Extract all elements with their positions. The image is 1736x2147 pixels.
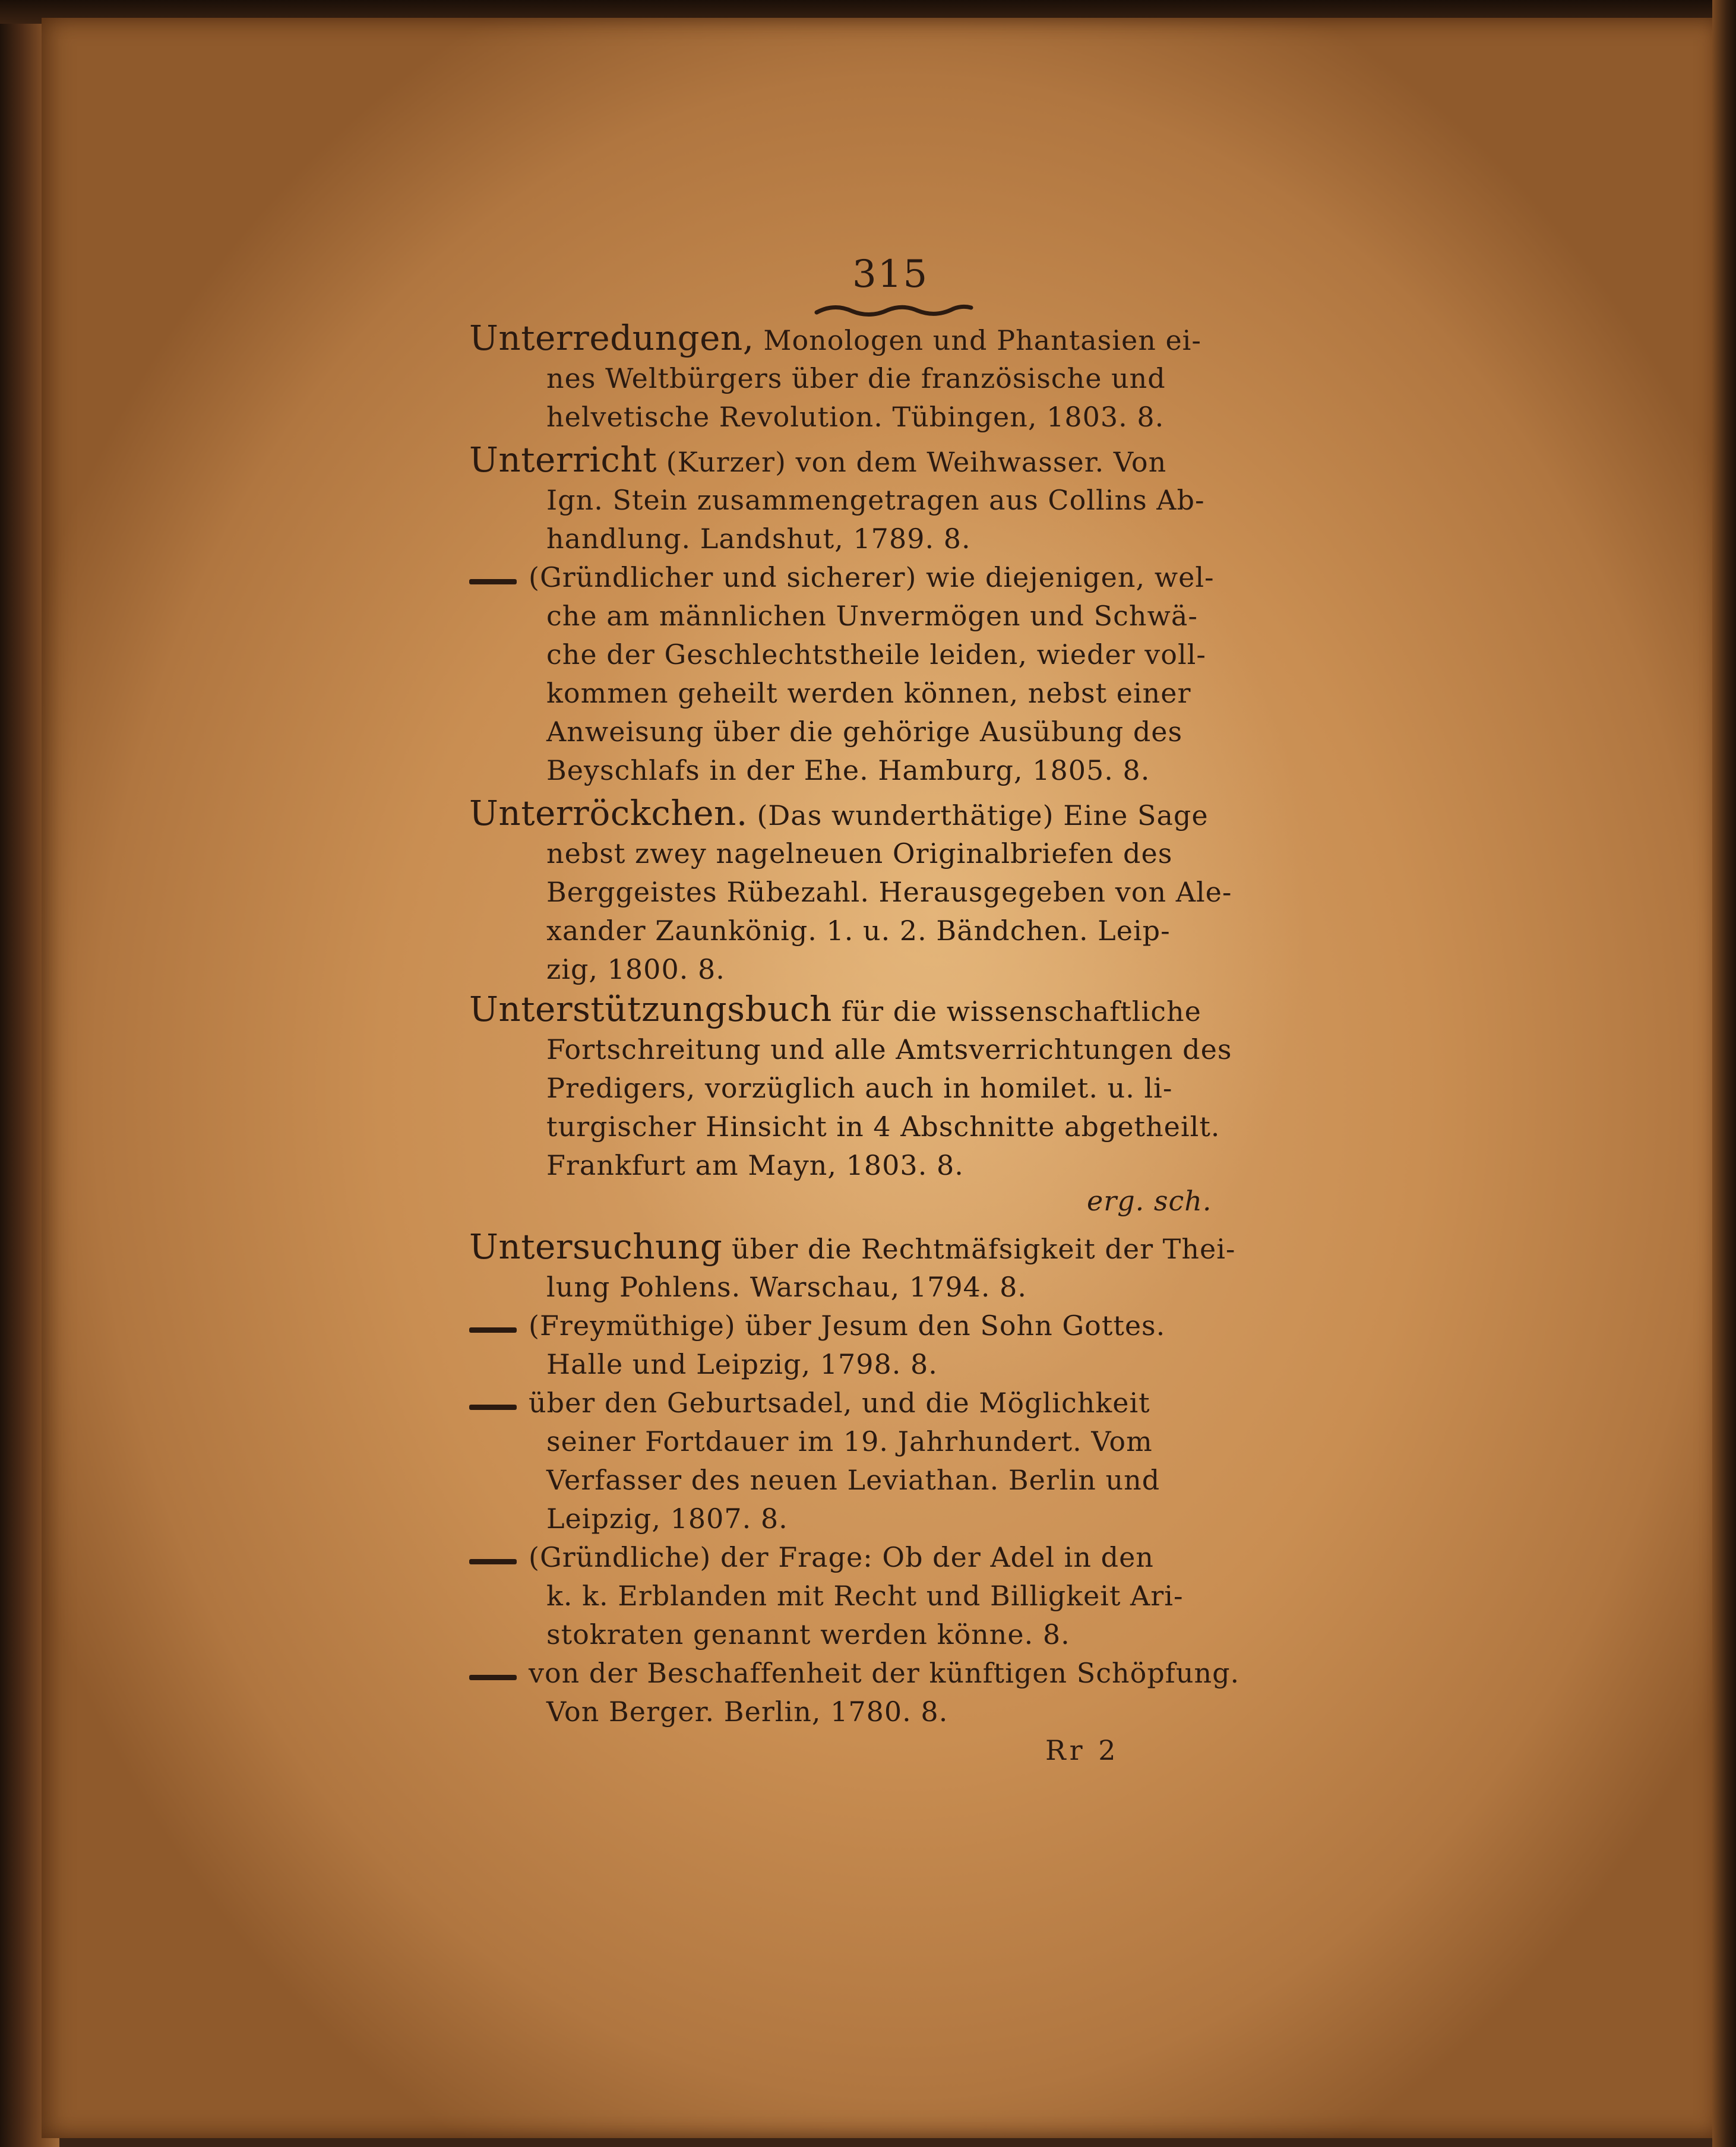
ornament-rule	[814, 302, 974, 320]
entry-line: über den Geburtsadel, und die Möglichkeit	[529, 1387, 1150, 1419]
entry-line: Verfasser des neuen Leviathan. Berlin und	[546, 1464, 1161, 1496]
entry-line: stokraten genannt werden könne. 8.	[546, 1618, 1070, 1650]
entry-text: für die wissenschaftliche	[841, 995, 1201, 1027]
entry-headword: Unterredungen,	[469, 318, 754, 358]
entry-text: Monologen und Phantasien ei-	[763, 324, 1201, 356]
entry-line: lung Pohlens. Warschau, 1794. 8.	[546, 1271, 1027, 1303]
entry-headword: Unterstützungsbuch	[469, 989, 832, 1029]
entry-line: von der Beschaffenheit der künftigen Schöpfung.	[529, 1657, 1240, 1689]
entry-text: (Das wunderthätige) Eine Sage	[757, 799, 1209, 831]
entry-line: (Freymüthige) über Jesum den Sohn Gottes.	[529, 1310, 1166, 1342]
page-number: 315	[852, 252, 929, 296]
fore-edge	[1712, 0, 1736, 2147]
book-page	[42, 18, 1719, 2138]
entry-line	[469, 439, 1166, 480]
entry-line: k. k. Erblanden mit Recht und Billigkeit Ari-	[546, 1580, 1184, 1612]
entry-line: che am männlichen Unvermögen und Schwä-	[546, 600, 1198, 632]
entry-line	[469, 1226, 1235, 1267]
entry-line	[469, 989, 1201, 1029]
entry-line: Berggeistes Rübezahl. Herausgegeben von Ale-	[546, 876, 1232, 908]
signature-mark: Rr 2	[1045, 1734, 1120, 1766]
entry-text: (Kurzer) von dem Weihwasser. Von	[666, 446, 1167, 478]
entry-line: Beyschlafs in der Ehe. Hamburg, 1805. 8.	[546, 754, 1150, 786]
entry-line: Fortschreitung und alle Amtsverrichtungen des	[546, 1033, 1232, 1065]
entry-line: che der Geschlechtstheile leiden, wieder voll-	[546, 638, 1206, 671]
entry-line: Frankfurt am Mayn, 1803. 8.	[546, 1149, 964, 1181]
entry-line: Von Berger. Berlin, 1780. 8.	[546, 1696, 948, 1728]
entry-line: xander Zaunkönig. 1. u. 2. Bändchen. Leip-	[546, 915, 1171, 947]
entry-headword: Untersuchung	[469, 1226, 723, 1267]
entry-dash	[469, 579, 517, 584]
entry-line: handlung. Landshut, 1789. 8.	[546, 523, 971, 555]
entry-note: erg. sch.	[1087, 1185, 1212, 1217]
entry-line: kommen geheilt werden können, nebst einer	[546, 677, 1191, 709]
entry-line: turgischer Hinsicht in 4 Abschnitte abgetheilt.	[546, 1111, 1220, 1143]
entry-line: nebst zwey nagelneuen Originalbriefen des	[546, 837, 1173, 869]
entry-line: zig, 1800. 8.	[546, 953, 725, 985]
entry-dash	[469, 1559, 517, 1564]
entry-line: (Gründlicher und sicherer) wie diejenigen, wel-	[529, 561, 1215, 593]
entry-line: Ign. Stein zusammengetragen aus Collins Ab-	[546, 484, 1205, 516]
entry-line: Predigers, vorzüglich auch in homilet. u. li-	[546, 1072, 1173, 1104]
entry-line	[469, 318, 1201, 358]
entry-text: über die Rechtmäfsigkeit der Thei-	[732, 1233, 1236, 1265]
entry-line: (Gründliche) der Frage: Ob der Adel in den	[529, 1541, 1154, 1573]
entry-headword: Unterröckchen.	[469, 793, 748, 833]
entry-line: Anweisung über die gehörige Ausübung des	[546, 716, 1183, 748]
entry-dash	[469, 1405, 517, 1410]
entry-line: Halle und Leipzig, 1798. 8.	[546, 1348, 938, 1380]
entry-line: helvetische Revolution. Tübingen, 1803. 8.	[546, 401, 1165, 433]
entry-dash	[469, 1327, 517, 1333]
entry-line	[469, 793, 1209, 833]
entry-line: seiner Fortdauer im 19. Jahrhundert. Vom	[546, 1425, 1153, 1457]
entry-dash	[469, 1675, 517, 1680]
entry-line: Leipzig, 1807. 8.	[546, 1503, 788, 1535]
entry-line: nes Weltbürgers über die französische und	[546, 362, 1166, 394]
entry-headword: Unterricht	[469, 439, 657, 480]
